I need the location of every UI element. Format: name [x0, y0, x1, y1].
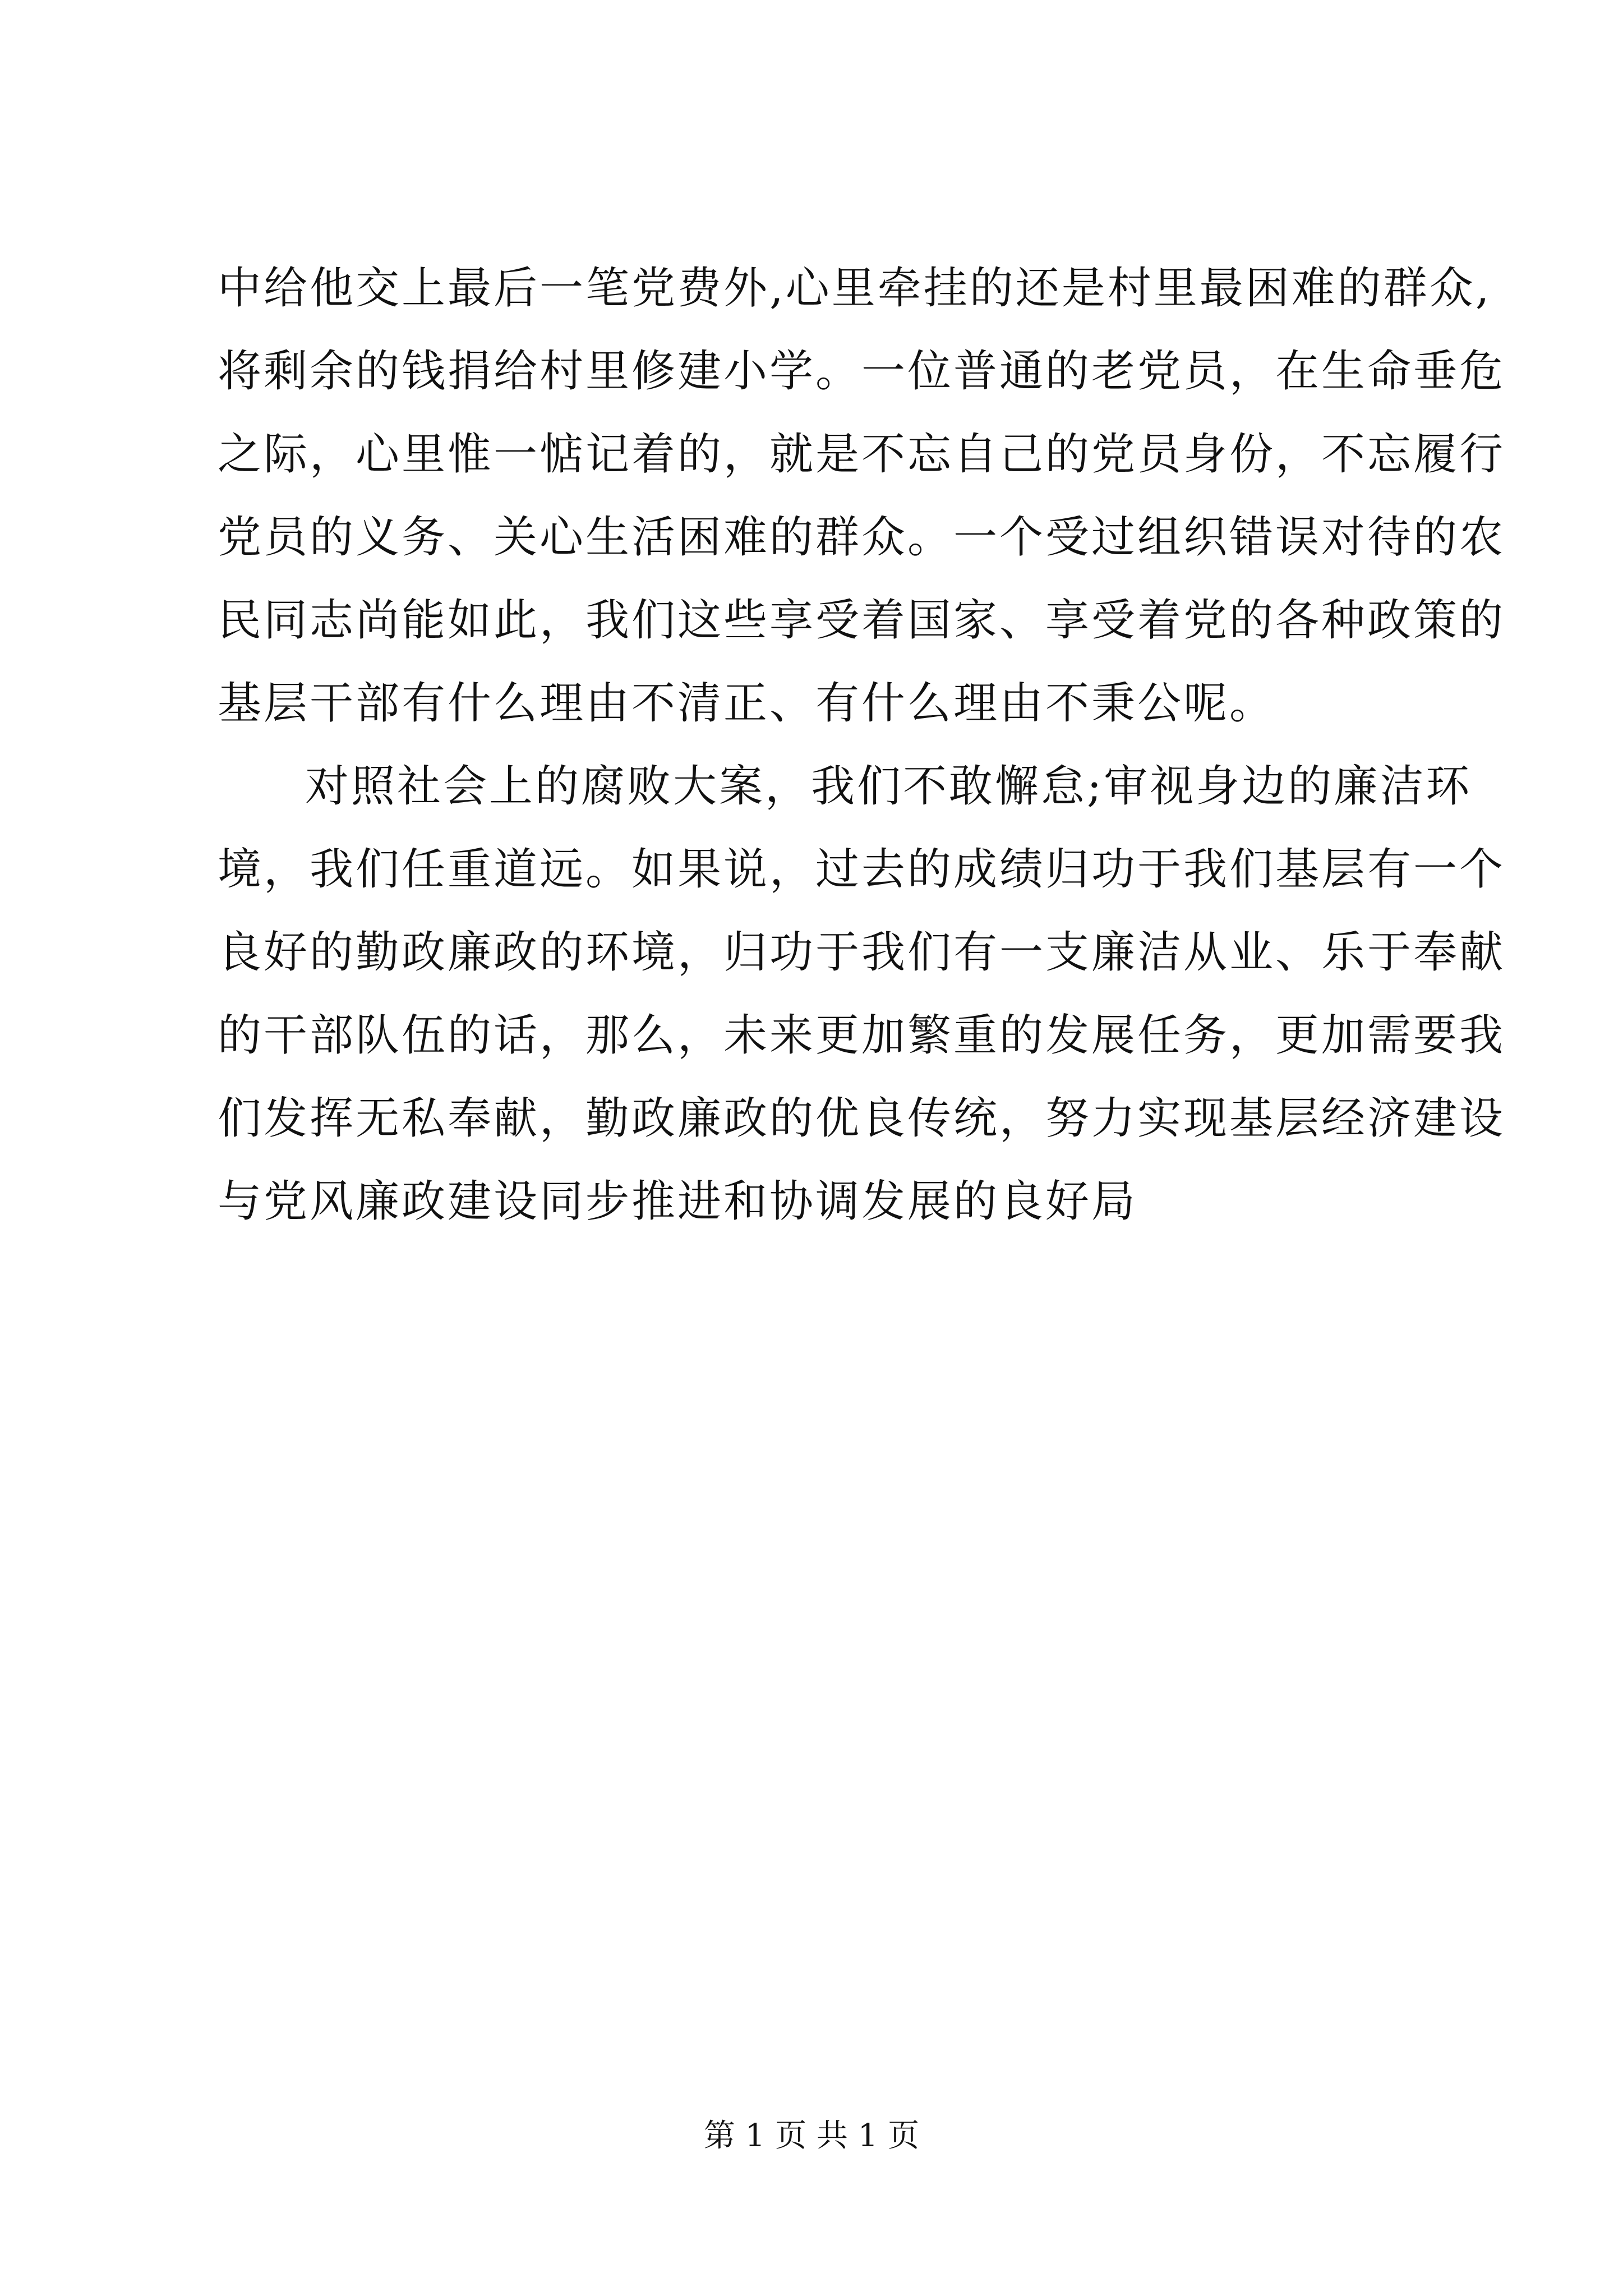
document-body: [218, 247, 1506, 1243]
paragraph-first-line: 对照社会上的腐败大案，我们不敢懈怠;审视身边的廉洁环: [305, 761, 1472, 812]
text-line: 之际，心里惟一惦记着的，就是不忘自己的党员身份，不忘履行: [218, 429, 1506, 480]
text-line: 们发挥无私奉献，勤政廉政的优良传统，努力实现基层经济建设: [218, 1093, 1506, 1144]
text-line: 党员的义务、关心生活困难的群众。一个受过组织错误对待的农: [218, 512, 1506, 563]
text-line: 境，我们任重道远。如果说，过去的成绩归功于我们基层有一个: [218, 844, 1506, 895]
text-line: 中给他交上最后一笔党费外,心里牵挂的还是村里最困难的群众,: [218, 263, 1492, 314]
text-line: 将剩余的钱捐给村里修建小学。一位普通的老党员，在生命垂危: [218, 346, 1506, 397]
text-line: 的干部队伍的话，那么，未来更加繁重的发展任务，更加需要我: [218, 1010, 1506, 1061]
text-line: 良好的勤政廉政的环境，归功于我们有一支廉洁从业、乐于奉献: [218, 927, 1506, 978]
page-number-footer: 第 1 页 共 1 页: [703, 2118, 920, 2154]
text-line: 与党风廉政建设同步推进和协调发展的良好局: [218, 1176, 1138, 1227]
text-line: 民同志尚能如此，我们这些享受着国家、享受着党的各种政策的: [218, 595, 1506, 646]
text-line: 基层干部有什么理由不清正、有什么理由不秉公呢。: [218, 678, 1276, 729]
